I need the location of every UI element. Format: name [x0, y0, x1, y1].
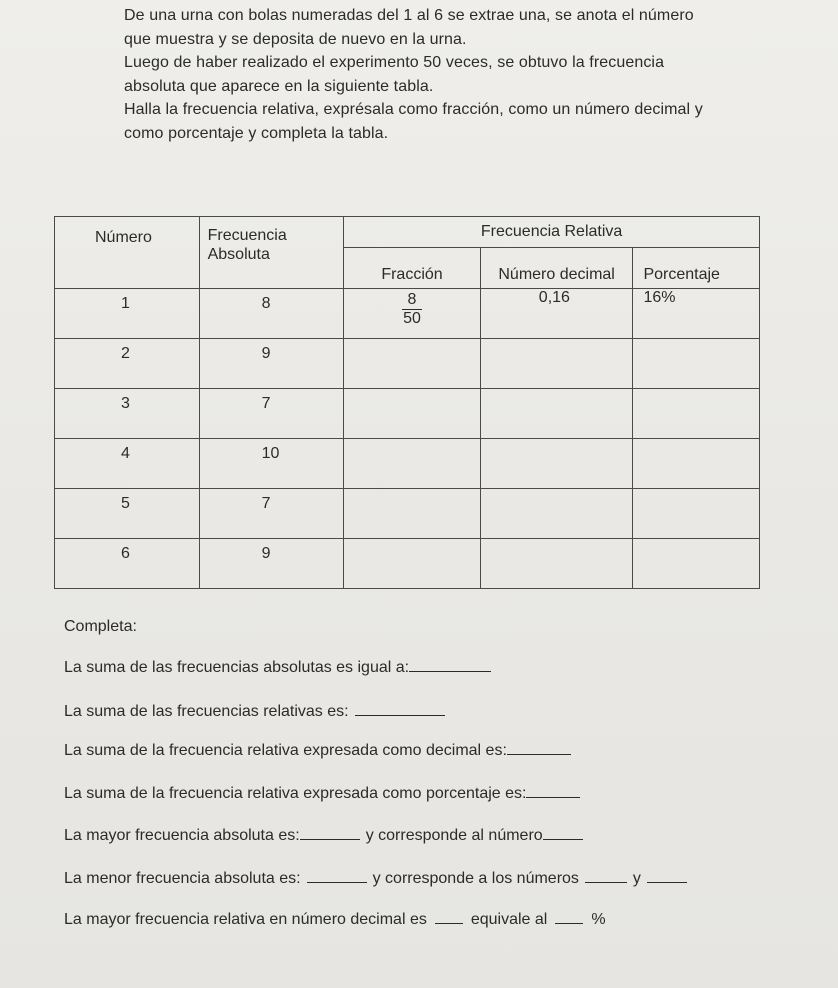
statement-mayor-relativa [64, 910, 606, 929]
decimal-cell[interactable] [480, 489, 633, 539]
instruction-line: Halla la frecuencia relativa, exprésala como fracción, como un número decimal y [124, 101, 703, 118]
instruction-line: que muestra y se deposita de nuevo en la urna. [124, 30, 467, 48]
instruction-line: absoluta que aparece en la siguiente tabla. [124, 77, 434, 95]
absoluta-cell: 10 [199, 439, 344, 489]
percent-sign: % [591, 911, 606, 928]
porcentaje-cell[interactable] [633, 489, 760, 539]
header-numero: Número [55, 217, 200, 289]
answer-blank[interactable] [543, 826, 583, 840]
header-porcentaje: Porcentaje [633, 248, 760, 289]
statement-text: La suma de las frecuencias relativas es: [64, 703, 349, 720]
header-frecuencia-absoluta [199, 217, 344, 289]
fraccion-cell[interactable] [344, 389, 481, 439]
statement-text: La suma de las frecuencias absolutas es igual a: [64, 659, 410, 676]
header-frecuencia-relativa: Frecuencia Relativa [344, 217, 760, 248]
fraccion-cell[interactable] [344, 539, 481, 589]
statement-text: y [632, 870, 641, 887]
statement-text: equivale al [470, 911, 548, 928]
porcentaje-cell[interactable] [633, 339, 760, 389]
answer-blank[interactable] [555, 910, 583, 924]
decimal-cell[interactable] [480, 539, 633, 589]
numero-cell: 3 [55, 389, 200, 439]
table-row [55, 289, 760, 339]
numero-cell: 4 [55, 439, 200, 489]
absoluta-cell: 9 [199, 339, 344, 389]
decimal-cell[interactable] [480, 389, 633, 439]
completa-title: Completa: [64, 618, 137, 635]
answer-blank[interactable] [355, 702, 445, 716]
absoluta-cell: 8 [199, 289, 344, 339]
absoluta-cell: 7 [199, 389, 344, 439]
porcentaje-cell[interactable] [633, 389, 760, 439]
instruction-line: Luego de haber realizado el experimento 50 veces, se obtuvo la frecuencia [124, 54, 665, 71]
statement-text: La suma de la frecuencia relativa expresada como decimal es: [64, 742, 507, 759]
fraction-numerator: 8 [402, 291, 423, 310]
fraccion-cell[interactable] [344, 439, 481, 489]
statement-text: La suma de la frecuencia relativa expresada como porcentaje es: [64, 785, 527, 802]
answer-blank[interactable] [307, 869, 367, 883]
answer-blank[interactable] [300, 826, 360, 840]
statement-text: La mayor frecuencia absoluta es: [64, 827, 300, 844]
frequency-table [54, 216, 760, 589]
fraccion-cell[interactable] [344, 289, 481, 339]
numero-cell: 6 [55, 539, 200, 589]
table-row [55, 489, 760, 539]
statement-suma-decimal [64, 741, 571, 760]
statement-text: La menor frecuencia absoluta es: [64, 870, 301, 887]
answer-blank[interactable] [585, 869, 627, 883]
numero-cell: 1 [55, 289, 200, 339]
statement-text: La mayor frecuencia relativa en número decimal es [64, 911, 427, 928]
statement-menor-absoluta [64, 869, 687, 888]
instruction-line: De una urna con bolas numeradas del 1 al 6 se extrae una, se anota el número [124, 7, 694, 24]
header-numero-decimal: Número decimal [480, 248, 633, 289]
fraccion-cell[interactable] [344, 489, 481, 539]
decimal-cell[interactable]: 0,16 [480, 289, 633, 339]
porcentaje-cell[interactable]: 16% [633, 289, 760, 339]
statement-suma-absolutas [64, 658, 491, 677]
header-abs-line2: Absoluta [207, 246, 270, 263]
header-abs-line1: Frecuencia [207, 227, 287, 244]
absoluta-cell: 7 [199, 489, 344, 539]
porcentaje-cell[interactable] [633, 539, 760, 589]
decimal-cell[interactable] [480, 339, 633, 389]
fraction [402, 291, 423, 328]
answer-blank[interactable] [647, 869, 687, 883]
header-fraccion: Fracción [344, 248, 481, 289]
absoluta-cell: 9 [199, 539, 344, 589]
numero-cell: 5 [55, 489, 200, 539]
table-row [55, 439, 760, 489]
statement-text: y corresponde a los números [372, 870, 579, 887]
table-row [55, 339, 760, 389]
fraction-denominator: 50 [403, 310, 421, 327]
table-row [55, 539, 760, 589]
answer-blank[interactable] [526, 784, 580, 798]
instruction-line: como porcentaje y completa la tabla. [124, 124, 389, 142]
fraccion-cell[interactable] [344, 339, 481, 389]
statement-text: y corresponde al número [365, 827, 543, 844]
decimal-cell[interactable] [480, 439, 633, 489]
table-row [55, 389, 760, 439]
instructions [124, 4, 804, 145]
answer-blank[interactable] [435, 910, 463, 924]
answer-blank[interactable] [409, 658, 491, 672]
porcentaje-cell[interactable] [633, 439, 760, 489]
answer-blank[interactable] [507, 741, 571, 755]
statement-suma-relativas [64, 702, 445, 721]
statement-suma-porcentaje [64, 784, 580, 803]
statement-mayor-absoluta [64, 826, 583, 845]
numero-cell: 2 [55, 339, 200, 389]
